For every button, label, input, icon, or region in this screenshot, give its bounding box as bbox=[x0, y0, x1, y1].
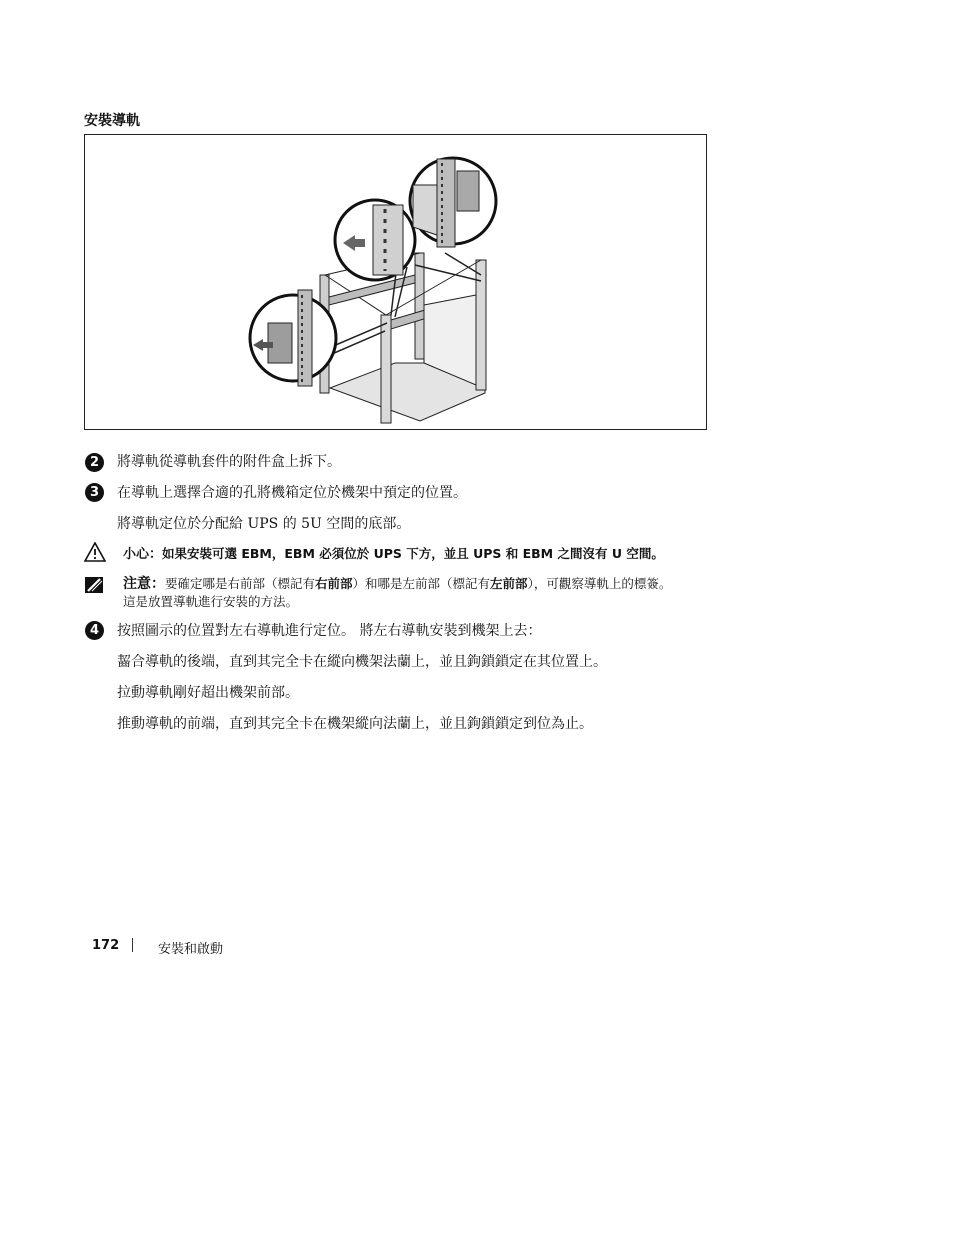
note-pencil-icon bbox=[84, 576, 104, 598]
footer-page-number: 172 bbox=[92, 938, 120, 953]
rail-installation-figure bbox=[84, 134, 707, 430]
step-2-text: 將導軌從導軌套件的附件盒上拆下。 bbox=[117, 454, 341, 470]
note-text-part3: ），可觀察導軌上的標簽。 bbox=[527, 576, 672, 591]
section-title: 安裝導軌 bbox=[84, 113, 140, 129]
step-4-marker: 4 bbox=[85, 621, 104, 640]
note-label: 注意： bbox=[123, 576, 165, 592]
step-4-text: 按照圖示的位置對左右導軌進行定位。 將左右導軌安裝到機架上去： bbox=[117, 623, 542, 639]
note-line-2: 這是放置導軌進行安裝的方法。 bbox=[123, 594, 299, 609]
step-3-subtext: 將導軌定位於分配給 UPS 的 5U 空間的底部。 bbox=[117, 516, 411, 532]
footer-divider bbox=[132, 938, 133, 952]
caution-message bbox=[123, 545, 664, 564]
note-message bbox=[123, 576, 671, 592]
note-left-front-label: 左前部 bbox=[490, 576, 528, 591]
note-right-front-label: 右前部 bbox=[315, 576, 353, 591]
step-4-sub-1: 齧合導軌的後端，直到其完全卡在縱向機架法蘭上，並且鉤鎖鎖定在其位置上。 bbox=[117, 654, 607, 670]
caution-text: 如果安裝可選 EBM，EBM 必須位於 UPS 下方，並且 UPS 和 EBM 之間沒有 U 空間。 bbox=[162, 546, 664, 561]
note-text-part2: ）和哪是左前部（標記有 bbox=[352, 576, 491, 591]
rack-rail-illustration bbox=[85, 135, 708, 431]
step-3-marker: 3 bbox=[85, 483, 104, 502]
step-3-text: 在導軌上選擇合適的孔將機箱定位於機架中預定的位置。 bbox=[117, 485, 467, 501]
step-2-marker: 2 bbox=[85, 453, 104, 472]
step-4-sub-2: 拉動導軌剛好超出機架前部。 bbox=[117, 685, 299, 701]
step-4-sub-3: 推動導軌的前端，直到其完全卡在機架縱向法蘭上，並且鉤鎖鎖定到位為止。 bbox=[117, 716, 593, 732]
caution-label: 小心： bbox=[123, 547, 163, 562]
note-text-part1: 要確定哪是右前部（標記有 bbox=[165, 576, 316, 591]
footer-chapter-title: 安裝和啟動 bbox=[158, 942, 224, 957]
caution-icon bbox=[84, 542, 106, 566]
